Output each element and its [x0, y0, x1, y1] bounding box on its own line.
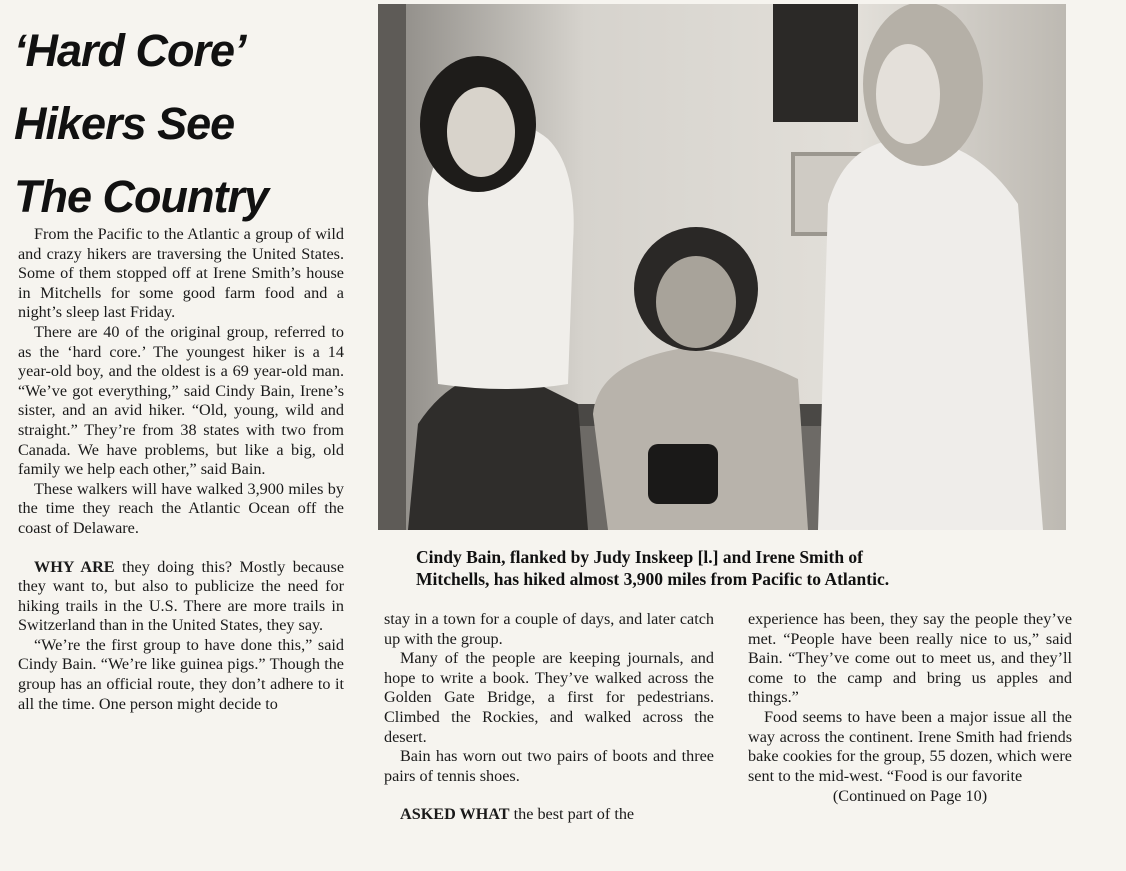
paragraph-first-group: “We’re the first group to have done this,” said Cindy Bain. “We’re like guinea pigs.” Though the group has an official route, they don’t adhere to it all the time. One person might decide to — [18, 635, 344, 713]
paragraph-asked — [384, 805, 714, 825]
caption-line-1: Cindy Bain, flanked by Judy Inskeep [l.] and Irene Smith of — [416, 547, 864, 567]
paragraph-why-text: they doing this? Mostly because they want to, but also to publicize the need for hiking trails in the U.S. There are more trails in Switzerland than in the United States, they say. — [18, 557, 344, 635]
paragraph-why — [18, 558, 344, 636]
article-column-3 — [748, 610, 1072, 807]
paragraph-journals: Many of the people are keeping journals, and hope to write a book. They’ve walked across the Golden Gate Bridge, a first for pedestrians. Climbed the Rockies, and walked across the desert. — [384, 649, 714, 746]
headline-line-1: ‘Hard Core’ — [14, 25, 246, 76]
continued-notice: (Continued on Page 10) — [832, 787, 988, 806]
headline — [14, 14, 374, 233]
paragraph-catch-up: stay in a town for a couple of days, and later catch up with the group. — [384, 610, 714, 648]
paragraph-hard-core: There are 40 of the original group, referred to as the ‘hard core.’ The youngest hiker is a 14 year-old boy, and the oldest is a 69 year-old man. “We’ve got everything,” said Cindy Bain, Irene’s sister, and an avid hiker. “Old, young, wild and straight.” They’re from 38 states with two from Canada. We have problems, but like a big, old family we help each other,” said Bain. — [18, 322, 344, 479]
news-photo — [378, 4, 1066, 530]
paragraph-food: Food seems to have been a major issue all the way across the continent. Irene Smith had friends bake cookies for the group, 55 dozen, which were sent to the mid-west. “Food is our favorite — [748, 707, 1072, 785]
photo-caption — [416, 546, 1056, 590]
paragraph-asked-lead: ASKED WHAT — [400, 805, 510, 824]
paragraph-boots: Bain has worn out two pairs of boots and three pairs of tennis shoes. — [384, 747, 714, 785]
paragraph-asked-text: the best part of the — [513, 805, 635, 824]
paragraph-intro: From the Pacific to the Atlantic a group of wild and crazy hikers are traversing the United States. Some of them stopped off at Irene Smith’s house in Mitchells for some good farm food and a night’s sleep last Friday. — [18, 225, 344, 322]
headline-line-2: Hikers See — [14, 98, 235, 149]
caption-line-2: Mitchells, has hiked almost 3,900 miles from Pacific to Atlantic. — [416, 569, 890, 589]
headline-line-3: The Country — [14, 171, 268, 222]
news-photo-image — [378, 4, 1066, 530]
paragraph-experience: experience has been, they say the people they’ve met. “People have been really nice to us,” said Bain. “They’ve come out to meet us, and they’ll come to the camp and bring us apples and things.” — [748, 610, 1072, 707]
article-column-2 — [384, 610, 714, 825]
paragraph-miles: These walkers will have walked 3,900 miles by the time they reach the Atlantic Ocean off the coast of Delaware. — [18, 479, 344, 537]
paragraph-why-lead: WHY ARE — [34, 557, 115, 576]
article-column-1 — [18, 225, 344, 714]
